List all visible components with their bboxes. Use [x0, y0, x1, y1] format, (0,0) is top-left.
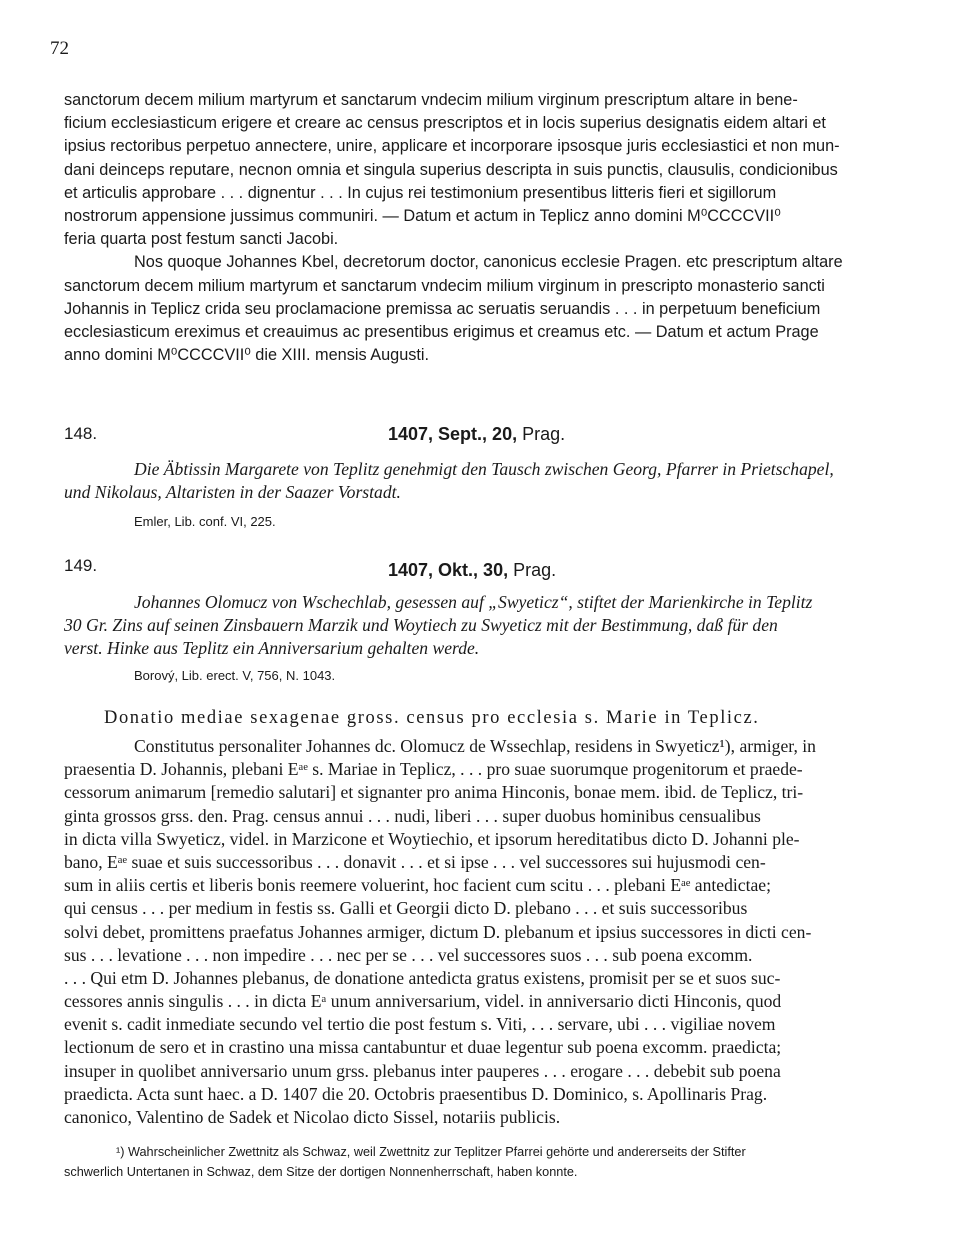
regest-line: Johannes Olomucz von Wschechlab, gesessen auf „Swyeticz“, stiftet der Marienkirche in Teplitz: [134, 592, 813, 612]
text-line: solvi debet, promittens praefatus Johannes armiger, dictum D. plebanum et ipsius successores in dicti cen-: [64, 921, 812, 942]
text-line: dani deinceps reputare, necnon omnia et singula superius descripta in suis punctis, clausulis, condicionibus: [64, 160, 838, 179]
footnote: [64, 1145, 916, 1185]
text-line: sanctorum decem milium martyrum et sanctarum vndecim milium virginum in prescripto monasterio sancti: [64, 276, 825, 295]
entry-date-bold: 1407, Sept., 20,: [388, 424, 518, 444]
entry-source: Emler, Lib. conf. VI, 225.: [134, 514, 276, 529]
text-line: sanctorum decem milium martyrum et sanctarum vndecim milium virginum prescriptum altare in bene-: [64, 91, 798, 109]
entry-regest: [64, 458, 910, 504]
text-line: nostrorum appensione jussimus communiri. — Datum et actum in Teplicz anno domini M⁰CCCCVII⁰: [64, 206, 781, 225]
text-line: ipsius rectoribus perpetuo annectere, unire, applicare et incorporare ipsosque juris ecclesiastici et non mun-: [64, 137, 840, 156]
text-line: ginta grossos grss. den. Prag. census annui . . . nudi, liberi . . . super duobus hominibus censualibus: [64, 805, 761, 826]
text-line: . . . Qui etm D. Johannes plebanus, de donatione antedicta gratus existens, promisit per se et suos suc-: [64, 967, 781, 988]
text-line: canonico, Valentino de Sadek et Nicolao dicto Sissel, notariis publicis.: [64, 1107, 561, 1127]
text-line: feria quarta post festum sancti Jacobi.: [64, 230, 339, 249]
text-line: praedicta. Acta sunt haec. a D. 1407 die 20. Octobris praesentibus D. Dominico, s. Apollinaris Prag.: [64, 1083, 768, 1104]
text-line: Nos quoque Johannes Kbel, decretorum doctor, canonicus ecclesie Pragen. etc prescriptum altare: [134, 253, 843, 272]
text-line: Johannis in Teplicz crida seu proclamacione premissa ac seruatis seruandis . . . in perpetuum beneficium: [64, 299, 821, 318]
regest-line: und Nikolaus, Altaristen in der Saazer Vorstadt.: [64, 482, 401, 503]
footnote-line: schwerlich Untertanen in Schwaz, dem Sitze der dortigen Nonnenherrschaft, haben konnte.: [64, 1165, 578, 1179]
text-line: ecclesiasticum ereximus et creauimus ac presentibus erigimus et creamus etc. — Datum et actum Prage: [64, 322, 819, 341]
entry-place: Prag.: [522, 424, 566, 444]
entry-date-bold: 1407, Okt., 30,: [388, 560, 509, 580]
text-line: anno domini M⁰CCCCVII⁰ die XIII. mensis Augusti.: [64, 346, 430, 365]
text-line: cessorum animarum [remedio salutari] et signanter pro anima Hinconis, bonae mem. ibid. de Teplicz, tri-: [64, 782, 804, 803]
regest-line: verst. Hinke aus Teplitz ein Anniversarium gehalten werde.: [64, 638, 480, 659]
text-line: Constitutus personaliter Johannes dc. Olomucz de Wssechlap, residens in Swyeticz¹), armiger, in: [134, 736, 816, 756]
text-line: et articulis approbare . . . dignentur . . . In cujus rei testimonium presentibus litteris fieri et sigillorum: [64, 183, 777, 202]
text-line: bano, Eᵃᵉ suae et suis successoribus . . . donavit . . . et si ipse . . . vel successores sui hujusmodi cen-: [64, 851, 766, 872]
text-line: cessores annis singulis . . . in dicta Eᵃ unum anniversarium, videl. in anniversario dicti Hinconis, quod: [64, 991, 782, 1012]
text-line: ficium ecclesiasticum erigere et creare ac census prescriptos et in locis superius designatis eidem altari et: [64, 114, 826, 133]
text-line: praesentia D. Johannis, plebani Eᵃᵉ s. Mariae in Teplicz, . . . pro suae suorumque progenitorum et praede-: [64, 759, 803, 780]
text-line: sus . . . levatione . . . non impedire . . . nec per se . . . vel successores suos . . . sub poena excomm.: [64, 944, 753, 965]
text-line: sum in aliis certis et liberis bonis reemere voluerint, hoc facient cum scitu . . . plebani Eᵃᵉ antedictae;: [64, 875, 771, 896]
text-line: lectionum de sero et in crastino una missa cantabuntur et duae legentur sub poena excomm. praedicta;: [64, 1037, 782, 1058]
entry-regest: [64, 591, 910, 661]
text-line: insuper in quolibet anniversario unum grss. plebanus inter pauperes . . . erogare . . . debebit sub poena: [64, 1060, 781, 1081]
text-line: qui census . . . per medium in festis ss. Galli et Georgii dicto D. plebano . . . et suis successoribus: [64, 898, 748, 919]
entry-number: 148.: [64, 424, 98, 443]
footnote-line: ¹) Wahrscheinlicher Zwettnitz als Schwaz, weil Zwettnitz zur Teplitzer Pfarrei gehörte und andererseits der Stifter: [116, 1145, 746, 1159]
regest-line: Die Äbtissin Margarete von Teplitz genehmigt den Tausch zwischen Georg, Pfarrer in Prietschapel,: [134, 459, 834, 479]
page-number: 72: [50, 38, 69, 59]
document-text: [64, 735, 910, 1129]
charter-continuation: [64, 89, 910, 367]
entry-date: [388, 560, 556, 581]
entry-source: Borový, Lib. erect. V, 756, N. 1043.: [134, 668, 336, 683]
text-line: evenit s. cadit inmediate secundo vel tertio die post festum s. Viti, . . . servare, ubi . . . vigiliae novem: [64, 1014, 776, 1035]
regest-line: 30 Gr. Zins auf seinen Zinsbauern Marzik und Woytiech zu Swyeticz mit der Bestimmung, daß für den: [64, 615, 778, 636]
text-line: in dicta villa Swyeticz, videl. in Marzicone et Woytiechio, et ipsorum hereditatibus dicto D. Johanni ple-: [64, 828, 800, 849]
entry-number: 149.: [64, 556, 98, 575]
document-heading: Donatio mediae sexagenae gross. census pro ecclesia s. Marie in Teplicz.: [104, 708, 760, 728]
entry-date: [388, 424, 565, 445]
entry-place: Prag.: [513, 560, 557, 580]
